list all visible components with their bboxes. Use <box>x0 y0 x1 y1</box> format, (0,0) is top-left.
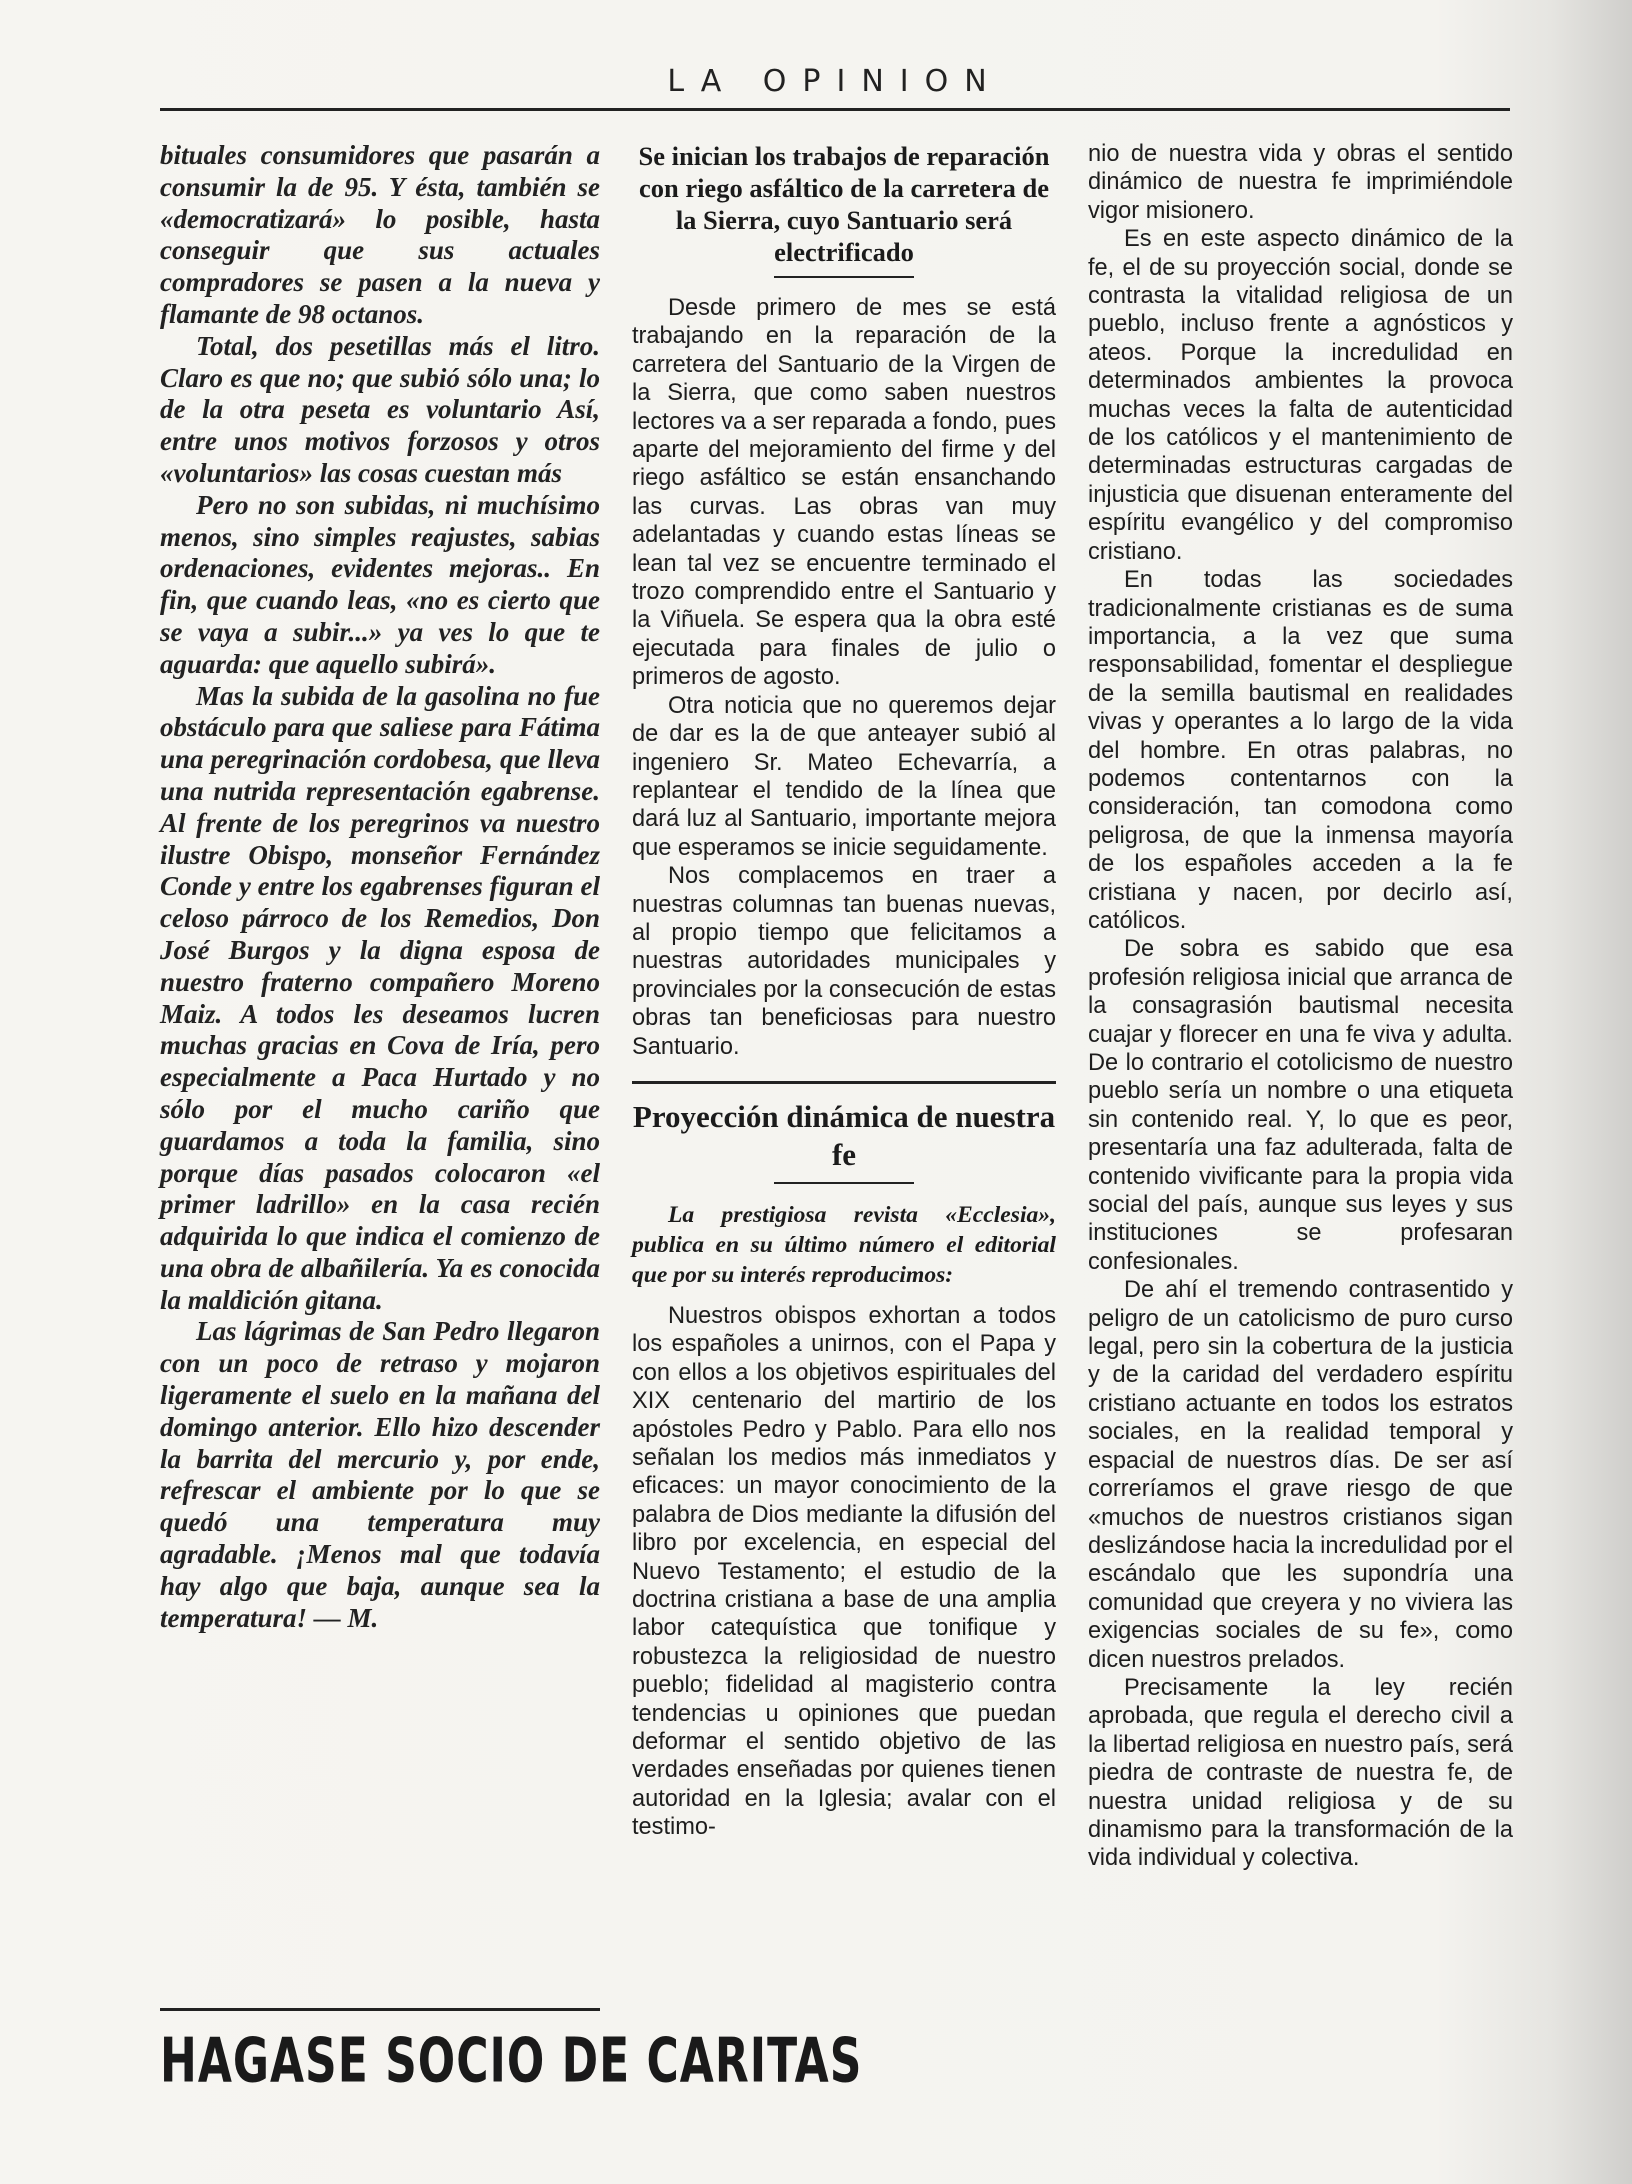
article-headline: Proyección dinámica de nuestra fe <box>632 1098 1056 1172</box>
paragraph: Nuestros obispos exhortan a todos los españoles a unirnos, con el Papa y con ellos a los objetivos espirituales del XIX centenario del martirio de los apóstoles Pedro y Pablo. Para ello nos señalan los medios más inmediatos y eficaces: un mayor conocimiento de la palabra de Dios mediante la difusión del libro por excelencia, en especial del Nuevo Testamento; el estudio de la doctrina cristiana a base de una amplia labor catequística que tonifique y robustezca la religiosidad de nuestro pueblo; fidelidad al magisterio contra tendencias u opiniones que puedan deformar el sentido objetivo de las verdades enseñadas por quienes tienen autoridad en la Iglesia; avalar con el testimo- <box>632 1302 1056 1841</box>
paragraph: Es en este aspecto dinámico de la fe, el de su proyección social, donde se contrasta la vitalidad religiosa de un pueblo, incluso frente a agnósticos y ateos. Porque la incredulidad en determinados ambientes la provoca muchas veces la falta de autenticidad de los católicos y el mantenimiento de determinadas estructuras cargadas de injusticia que disuenan enteramente del espíritu evangélico y del compromiso cristiano. <box>1088 226 1513 565</box>
headline-rule <box>774 276 914 278</box>
paragraph: De sobra es sabido que esa profesión religiosa inicial que arranca de la consagrasión bautismal necesita cuajar y florecer en una fe viva y adulta. De lo contrario el cotolicismo de nuestro pueblo sería un nombre o una etiqueta sin contenido real. Y, lo que es peor, presentaría una faz adulterada, falta de contenido vivificante para la propia vida social del país, aunque sus leyes y sus instituciones se profesaran confesionales. <box>1088 936 1513 1275</box>
article-body <box>632 1302 1056 1842</box>
masthead-rule <box>160 108 1510 111</box>
column-editorial-continued <box>1088 140 1513 1873</box>
article-headline: Se inician los trabajos de reparación con riego asfáltico de la carretera de la Sierra, cuyo Santuario será electrificado <box>638 141 1050 267</box>
paragraph: Total, dos pesetillas más el litro. Claro es que no; que subió sólo una; lo de la otra peseta es voluntario Así, entre unos motivos forzosos y otros «voluntarios» las cosas cuestan más <box>160 330 600 488</box>
column-news <box>632 140 1056 1842</box>
paragraph: Mas la subida de la gasolina no fue obstáculo para que saliese para Fátima una peregrinación cordobesa, que lleva una nutrida representación egabrense. Al frente de los peregrinos va nuestro ilustre Obispo, monseñor Fernández Conde y entre los egabrenses figuran el celoso párroco de los Remedios, Don José Burgos y la digna esposa de nuestro fraterno compañero Moreno Maiz. A todos les deseamos lucren muchas gracias en Cova de Iría, pero especialmente a Paca Hurtado y no sólo por el mucho cariño que guardamos a toda la familia, sino porque días pasados colocaron «el primer ladrillo» en la casa recién adquirida lo que indica el comienzo de una obra de albañilería. Ya es conocida la maldición gitana. <box>160 680 600 1315</box>
column-chronicle <box>160 140 600 1634</box>
paragraph: Nos complacemos en traer a nuestras columnas tan buenas nuevas, al propio tiempo que felicitamos a nuestras autoridades municipales y provinciales por la consecución de estas obras tan beneficiosas para nuestro Santuario. <box>632 863 1056 1060</box>
masthead: LA OPINION <box>667 64 1003 99</box>
caritas-banner: HAGASE SOCIO DE CARITAS <box>160 2025 863 2097</box>
paragraph: Las lágrimas de San Pedro llegaron con un poco de retraso y mojaron ligeramente el suelo en la mañana del domingo anterior. Ello hizo descender la barrita del mercurio y, por ende, refrescar el ambiente por lo que se quedó una temperatura muy agradable. ¡Menos mal que todavía hay algo que baja, aunque sea la temperatura! — M. <box>160 1316 600 1633</box>
paragraph: De ahí el tremendo contrasentido y peligro de un catolicismo de puro curso legal, pero sin la cobertura de la justicia y de la caridad del verdadero espíritu cristiano actuante en todos los estratos sociales, en la realidad temporal y espacial de nuestros días. De ser así correríamos el grave riesgo de que «muchos de nuestros cristianos sigan deslizándose hacia la incredulidad por el escándalo que les supondría una comunidad que creyera y no viviera las exigencias sociales de su fe», como dicen nuestros prelados. <box>1088 1277 1513 1673</box>
intro-text: La prestigiosa revista «Ecclesia», publica en su último número el editorial que por su interés reproducimos: <box>632 1201 1056 1288</box>
paragraph: En todas las sociedades tradicionalmente cristianas es de suma importancia, a la vez que suma responsabilidad, fomentar el despliegue de la semilla bautismal en realidades vivas y operantes a lo largo de la vida del hombre. En otras palabras, no podemos contentarnos con la consideración, tan comodona como peligrosa, de que la inmensa mayoría de los españoles acceden a la fe cristiana y nacen, por decirlo así, católicos. <box>1088 567 1513 934</box>
paragraph: Otra noticia que no queremos dejar de dar es la de que anteayer subió al ingeniero Sr. Mateo Echevarría, a replantear el tendido de la línea que dará luz al Santuario, importante mejora que esperamos se inicie seguidamente. <box>632 692 1056 861</box>
headline-rule <box>774 1182 914 1184</box>
column-divider <box>160 2008 600 2011</box>
paragraph: bituales consumidores que pasarán a consumir la de 95. Y ésta, también se «democratizará» lo posible, hasta conseguir que sus actuales compradores se pasen a la nueva y flamante de 98 octanos. <box>160 140 600 329</box>
article-divider <box>632 1081 1056 1084</box>
paragraph: nio de nuestra vida y obras el sentido dinámico de nuestra fe imprimiéndole vigor misionero. <box>1088 141 1513 224</box>
paragraph: Pero no son subidas, ni muchísimo menos, sino simples reajustes, sabias ordenaciones, evidentes mejoras.. En fin, que cuando leas, «no es cierto que se vaya a subir...» ya ves lo que te aguarda: que aquello subirá». <box>160 489 600 679</box>
paragraph: Precisamente la ley recién aprobada, que regula el derecho civil a la libertad religiosa en nuestro país, será piedra de contraste de nuestra fe, de nuestra unidad religiosa y de su dinamismo para la transformación de la vida individual y colectiva. <box>1088 1674 1513 1872</box>
article-intro <box>632 1200 1056 1290</box>
paragraph: Desde primero de mes se está trabajando en la reparación de la carretera del Santuario de la Virgen de la Sierra, que como saben nuestros lectores va a ser reparada a fondo, pues aparte del mejoramiento del firme y del riego asfáltico se están ensanchando las curvas. Las obras van muy adelantadas y cuando estas líneas se lean tal vez se encuentre terminado el trozo comprendido entre el Santuario y la Viñuela. Se espera qua la obra esté ejecutada para finales de julio o primeros de agosto. <box>632 295 1056 691</box>
article-body <box>632 294 1056 1061</box>
